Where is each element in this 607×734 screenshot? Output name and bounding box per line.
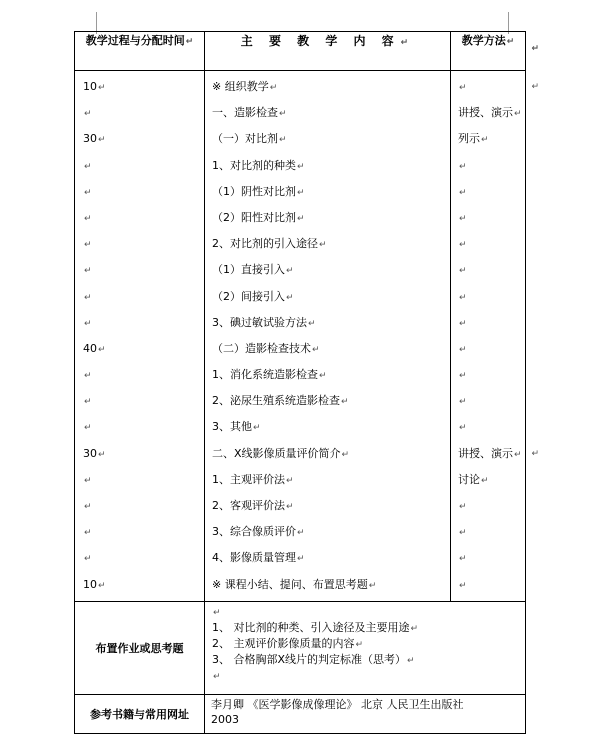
time-cell: ↵ [84,318,92,329]
time-cell: ↵ [84,397,92,408]
content-cell: 2、泌尿生殖系统造影检查↵ [212,394,349,408]
time-cell: ↵ [84,240,92,251]
content-cell: 1、主观评价法↵ [212,472,294,486]
homework-row [75,601,526,694]
content-cell: 一、造影检查↵ [212,106,287,120]
time-cell: 10↵ [83,80,106,93]
method-cell: ↵ [459,423,467,434]
time-cell: ↵ [84,161,92,172]
method-column [451,71,539,602]
homework-item: 2、 主观评价影像质量的内容↵ [212,636,364,650]
method-cell: ↵ [459,502,467,512]
content-cell: （2）阳性对比剂↵ [212,210,305,224]
time-cell: ↵ [84,213,92,224]
content-cell: 1、消化系统造影检查↵ [212,368,327,382]
content-cell: 3、碘过敏试验方法↵ [212,315,316,329]
content-cell: （1）直接引入↵ [212,263,294,277]
method-cell: ↵ [459,397,467,408]
content-cell: 2、客观评价法↵ [212,499,294,512]
time-cell: ↵ [84,266,92,277]
method-cell: ↵ [459,292,467,303]
time-column [75,71,205,602]
homework-item: 3、 合格胸部X线片的判定标准（思考）↵ [212,652,415,666]
homework-label: 布置作业或思考题 [75,601,205,694]
method-cell: ↵ [459,266,467,277]
method-cell: ↵ [459,240,467,251]
reference-cell [205,694,526,733]
time-cell: 10↵ [83,577,106,591]
method-cell: 讲授、演示↵ [458,106,522,120]
header-method: 教学方法↵ ↵ [451,32,526,71]
time-cell: ↵ [84,109,92,120]
method-cell: ↵ [459,213,467,224]
header-row [75,32,526,71]
method-cell: 列示↵ [458,132,489,146]
content-cell: 1、对比剂的种类↵ [212,158,305,172]
content-column [205,71,451,602]
time-cell: ↵ [84,502,92,512]
content-cell: （1）阴性对比剂↵ [212,184,305,198]
content-cell: 3、综合像质评价↵ [212,525,305,539]
time-cell: ↵ [84,187,92,198]
method-cell: 讲授、演示↵ ↵ [458,446,539,460]
homework-item: 1、 对比剂的种类、引入途径及主要用途↵ [212,620,419,634]
content-cell: ※ 课程小结、提问、布置思考题↵ [212,577,377,591]
content-cell: 3、其他↵ [212,420,261,434]
content-cell: ※ 组织教学↵ [212,80,278,93]
content-cell: 4、影像质量管理↵ [212,551,305,565]
time-cell: 40↵ [83,341,106,355]
content-cell: 二、X线影像质量评价简介↵ [212,446,350,460]
time-cell: 30↵ [83,446,106,460]
time-cell: 30↵ [83,132,106,146]
homework-cell: ↵ 1、 对比剂的种类、引入途径及主要用途↵ 2、 主观评价影像质量的内容↵ 3、 合格胸部X线片的判定标准（思考）↵ ↵ [205,601,526,694]
method-cell: ↵ [459,161,467,172]
reference-line: 2003 [211,712,239,726]
content-cell: （2）间接引入↵ [212,289,294,303]
method-cell: ↵ [459,371,467,382]
content-cell: 2、对比剂的引入途径↵ [212,237,327,251]
content-cell: （二）造影检查技术↵ [212,341,320,355]
method-cell: ↵ [459,554,467,565]
time-cell: ↵ [84,423,92,434]
method-cell: 讨论↵ [458,472,489,486]
method-cell: ↵ [459,580,467,591]
method-cell: ↵ [459,318,467,329]
time-cell: ↵ [84,292,92,303]
reference-label: 参考书籍与常用网址 [75,694,205,733]
reference-line: 李月卿 《医学影像成像理论》 北京 人民卫生出版社 [211,697,464,711]
method-cell: ↵ [459,528,467,539]
method-cell: ↵ [459,187,467,198]
body-row [75,71,526,602]
header-content: 主 要 教 学 内 容↵ [205,32,451,71]
time-cell: ↵ [84,554,92,565]
reference-row [75,694,526,733]
time-cell: ↵ [84,528,92,539]
header-time: 教学过程与分配时间↵ [75,32,205,71]
time-cell: ↵ [84,475,92,486]
time-cell: ↵ [84,371,92,382]
lesson-plan-table [74,31,539,734]
method-cell: ↵ ↵ [459,82,539,93]
content-cell: （一）对比剂↵ [212,132,287,146]
method-cell: ↵ [459,344,467,355]
